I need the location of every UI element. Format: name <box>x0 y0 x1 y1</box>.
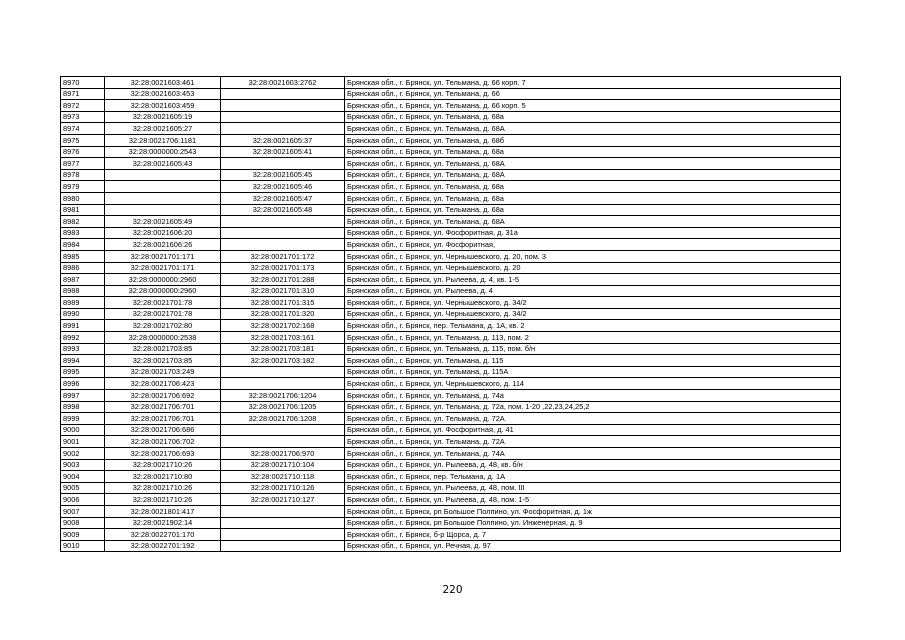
row-number-cell: 9009 <box>61 529 105 541</box>
address-cell: Брянская обл., г. Брянск, ул. Рылеева, д. 4, кв. 1-5 <box>345 274 841 286</box>
row-number-cell: 8983 <box>61 227 105 239</box>
table-row <box>61 494 841 506</box>
row-number-cell: 8988 <box>61 285 105 297</box>
row-number-cell: 8998 <box>61 401 105 413</box>
row-number-cell: 8999 <box>61 413 105 425</box>
table-row <box>61 181 841 193</box>
row-number-cell: 9001 <box>61 436 105 448</box>
related-cadastral-number-cell: 32:28:0021706:1204 <box>221 390 345 402</box>
related-cadastral-number-cell: 32:28:0021710:104 <box>221 459 345 471</box>
row-number-cell: 8997 <box>61 390 105 402</box>
address-cell: Брянская обл., г. Брянск, ул. Фосфоритная, д. 31а <box>345 227 841 239</box>
related-cadastral-number-cell: 32:28:0021710:127 <box>221 494 345 506</box>
related-cadastral-number-cell: 32:28:0021701:173 <box>221 262 345 274</box>
row-number-cell: 8985 <box>61 250 105 262</box>
address-cell: Брянская обл., г. Брянск, ул. Тельмана, д. 68а <box>345 111 841 123</box>
cadastral-number-cell: 32:28:0021706:701 <box>105 401 221 413</box>
row-number-cell: 8972 <box>61 100 105 112</box>
row-number-cell: 8994 <box>61 355 105 367</box>
related-cadastral-number-cell <box>221 378 345 390</box>
related-cadastral-number-cell <box>221 111 345 123</box>
related-cadastral-number-cell: 32:28:0021703:181 <box>221 343 345 355</box>
cadastral-number-cell: 32:28:0021701:171 <box>105 262 221 274</box>
related-cadastral-number-cell: 32:28:0021701:315 <box>221 297 345 309</box>
row-number-cell: 8996 <box>61 378 105 390</box>
table-row <box>61 355 841 367</box>
related-cadastral-number-cell: 32:28:0021605:48 <box>221 204 345 216</box>
related-cadastral-number-cell: 32:28:0021710:118 <box>221 471 345 483</box>
row-number-cell: 9003 <box>61 459 105 471</box>
table-row <box>61 111 841 123</box>
cadastral-number-cell <box>105 192 221 204</box>
address-cell: Брянская обл., г. Брянск, б-р Щорса, д. 7 <box>345 529 841 541</box>
cadastral-number-cell: 32:28:0000000:2538 <box>105 332 221 344</box>
cadastral-number-cell: 32:28:0021801:417 <box>105 505 221 517</box>
table-row <box>61 390 841 402</box>
address-cell: Брянская обл., г. Брянск, ул. Тельмана, д. 68а <box>345 181 841 193</box>
address-cell: Брянская обл., г. Брянск, ул. Фосфоритная, <box>345 239 841 251</box>
table-row <box>61 204 841 216</box>
row-number-cell: 8995 <box>61 366 105 378</box>
row-number-cell: 8990 <box>61 308 105 320</box>
table-row <box>61 448 841 460</box>
row-number-cell: 8979 <box>61 181 105 193</box>
related-cadastral-number-cell: 32:28:0021710:126 <box>221 482 345 494</box>
cadastral-number-cell: 32:28:0021605:49 <box>105 216 221 228</box>
table-row <box>61 459 841 471</box>
row-number-cell: 8986 <box>61 262 105 274</box>
row-number-cell: 8980 <box>61 192 105 204</box>
address-cell: Брянская обл., г. Брянск, ул. Чернышевского, д. 20, пом. 3 <box>345 250 841 262</box>
address-cell: Брянская обл., г. Брянск, ул. Тельмана, д. 115 <box>345 355 841 367</box>
table-row <box>61 436 841 448</box>
cadastral-number-cell: 32:28:0021603:461 <box>105 77 221 89</box>
related-cadastral-number-cell <box>221 436 345 448</box>
related-cadastral-number-cell: 32:28:0021605:45 <box>221 169 345 181</box>
related-cadastral-number-cell <box>221 505 345 517</box>
row-number-cell: 8974 <box>61 123 105 135</box>
page-number: 220 <box>442 584 463 596</box>
cadastral-number-cell: 32:28:0021606:20 <box>105 227 221 239</box>
cadastral-number-cell: 32:28:0021706:692 <box>105 390 221 402</box>
cadastral-number-cell: 32:28:0021710:26 <box>105 482 221 494</box>
related-cadastral-number-cell: 32:28:0021701:288 <box>221 274 345 286</box>
cadastral-number-cell: 32:28:0021605:19 <box>105 111 221 123</box>
related-cadastral-number-cell <box>221 366 345 378</box>
address-cell: Брянская обл., г. Брянск, рп Большое Полпино, ул. Фосфоритная, д. 1ж <box>345 505 841 517</box>
row-number-cell: 8993 <box>61 343 105 355</box>
row-number-cell: 9010 <box>61 540 105 552</box>
address-cell: Брянская обл., г. Брянск, ул. Фосфоритная, д. 41 <box>345 424 841 436</box>
row-number-cell: 8981 <box>61 204 105 216</box>
cadastral-number-cell: 32:28:0021703:85 <box>105 355 221 367</box>
related-cadastral-number-cell <box>221 88 345 100</box>
address-cell: Брянская обл., г. Брянск, ул. Тельмана, д. 72а, пом. 1-20 ,22,23,24,25,2 <box>345 401 841 413</box>
row-number-cell: 8991 <box>61 320 105 332</box>
row-number-cell: 8975 <box>61 134 105 146</box>
related-cadastral-number-cell <box>221 216 345 228</box>
cadastral-number-cell: 32:28:0021706:702 <box>105 436 221 448</box>
row-number-cell: 9000 <box>61 424 105 436</box>
related-cadastral-number-cell: 32:28:0021701:310 <box>221 285 345 297</box>
row-number-cell: 9002 <box>61 448 105 460</box>
table-row <box>61 88 841 100</box>
cadastral-number-cell: 32:28:0021706:693 <box>105 448 221 460</box>
related-cadastral-number-cell: 32:28:0021706:1205 <box>221 401 345 413</box>
table-row <box>61 482 841 494</box>
cadastral-number-cell: 32:28:0021706:423 <box>105 378 221 390</box>
cadastral-number-cell: 32:28:0022701:170 <box>105 529 221 541</box>
row-number-cell: 8982 <box>61 216 105 228</box>
table-row <box>61 262 841 274</box>
address-cell: Брянская обл., г. Брянск, ул. Рылеева, д. 48, кв. б/н <box>345 459 841 471</box>
related-cadastral-number-cell: 32:28:0021605:41 <box>221 146 345 158</box>
table-row <box>61 216 841 228</box>
row-number-cell: 8976 <box>61 146 105 158</box>
row-number-cell: 9006 <box>61 494 105 506</box>
related-cadastral-number-cell <box>221 123 345 135</box>
cadastral-registry-table <box>60 76 841 552</box>
related-cadastral-number-cell <box>221 239 345 251</box>
row-number-cell: 8987 <box>61 274 105 286</box>
table-row <box>61 320 841 332</box>
related-cadastral-number-cell <box>221 529 345 541</box>
related-cadastral-number-cell: 32:28:0021701:172 <box>221 250 345 262</box>
related-cadastral-number-cell: 32:28:0021603:2762 <box>221 77 345 89</box>
address-cell: Брянская обл., г. Брянск, ул. Чернышевского, д. 114 <box>345 378 841 390</box>
address-cell: Брянская обл., г. Брянск, ул. Тельмана, д. 66 <box>345 88 841 100</box>
row-number-cell: 8973 <box>61 111 105 123</box>
cadastral-number-cell: 32:28:0021603:453 <box>105 88 221 100</box>
row-number-cell: 8992 <box>61 332 105 344</box>
cadastral-number-cell <box>105 204 221 216</box>
cadastral-number-cell: 32:28:0021706:1181 <box>105 134 221 146</box>
row-number-cell: 8984 <box>61 239 105 251</box>
cadastral-number-cell: 32:28:0021706:701 <box>105 413 221 425</box>
table-row <box>61 505 841 517</box>
cadastral-number-cell <box>105 169 221 181</box>
cadastral-number-cell: 32:28:0021605:27 <box>105 123 221 135</box>
registry-table-body <box>61 77 841 552</box>
address-cell: Брянская обл., г. Брянск, ул. Чернышевского, д. 34/2 <box>345 308 841 320</box>
address-cell: Брянская обл., г. Брянск, ул. Тельмана, д. 72А <box>345 436 841 448</box>
table-row <box>61 146 841 158</box>
address-cell: Брянская обл., г. Брянск, ул. Чернышевского, д. 20 <box>345 262 841 274</box>
address-cell: Брянская обл., г. Брянск, ул. Тельмана, д. 115А <box>345 366 841 378</box>
table-row <box>61 343 841 355</box>
cadastral-number-cell: 32:28:0021703:85 <box>105 343 221 355</box>
row-number-cell: 9004 <box>61 471 105 483</box>
related-cadastral-number-cell <box>221 158 345 170</box>
table-row <box>61 100 841 112</box>
address-cell: Брянская обл., г. Брянск, ул. Тельмана, д. 66 корп. 7 <box>345 77 841 89</box>
table-row <box>61 134 841 146</box>
address-cell: Брянская обл., г. Брянск, ул. Тельмана, д. 68А <box>345 158 841 170</box>
row-number-cell: 9005 <box>61 482 105 494</box>
address-cell: Брянская обл., г. Брянск, ул. Рылеева, д. 48, пом. III <box>345 482 841 494</box>
row-number-cell: 8977 <box>61 158 105 170</box>
cadastral-number-cell: 32:28:0021706:686 <box>105 424 221 436</box>
related-cadastral-number-cell: 32:28:0021605:47 <box>221 192 345 204</box>
table-row <box>61 332 841 344</box>
row-number-cell: 8978 <box>61 169 105 181</box>
address-cell: Брянская обл., г. Брянск, ул. Тельмана, д. 74А <box>345 448 841 460</box>
table-row <box>61 366 841 378</box>
address-cell: Брянская обл., г. Брянск, ул. Тельмана, д. 115, пом. б/н <box>345 343 841 355</box>
row-number-cell: 8970 <box>61 77 105 89</box>
table-row <box>61 192 841 204</box>
table-row <box>61 401 841 413</box>
related-cadastral-number-cell <box>221 517 345 529</box>
cadastral-number-cell: 32:28:0000000:2960 <box>105 285 221 297</box>
address-cell: Брянская обл., г. Брянск, рп Большое Полпино, ул. Инженерная, д. 9 <box>345 517 841 529</box>
table-row <box>61 250 841 262</box>
cadastral-number-cell: 32:28:0021702:80 <box>105 320 221 332</box>
row-number-cell: 8989 <box>61 297 105 309</box>
table-row <box>61 471 841 483</box>
table-row <box>61 227 841 239</box>
address-cell: Брянская обл., г. Брянск, ул. Тельмана, д. 68А <box>345 123 841 135</box>
address-cell: Брянская обл., г. Брянск, ул. Рылеева, д. 4 <box>345 285 841 297</box>
cadastral-number-cell: 32:28:0021701:78 <box>105 297 221 309</box>
table-row <box>61 158 841 170</box>
related-cadastral-number-cell: 32:28:0021605:46 <box>221 181 345 193</box>
address-cell: Брянская обл., г. Брянск, ул. Тельмана, д. 68б <box>345 134 841 146</box>
related-cadastral-number-cell <box>221 100 345 112</box>
related-cadastral-number-cell <box>221 227 345 239</box>
table-row <box>61 123 841 135</box>
address-cell: Брянская обл., г. Брянск, ул. Тельмана, д. 72А <box>345 413 841 425</box>
cadastral-number-cell: 32:28:0000000:2543 <box>105 146 221 158</box>
address-cell: Брянская обл., г. Брянск, ул. Тельмана, д. 68а <box>345 146 841 158</box>
table-row <box>61 285 841 297</box>
cadastral-number-cell: 32:28:0021710:26 <box>105 494 221 506</box>
cadastral-number-cell: 32:28:0000000:2960 <box>105 274 221 286</box>
related-cadastral-number-cell: 32:28:0021706:970 <box>221 448 345 460</box>
address-cell: Брянская обл., г. Брянск, ул. Тельмана, д. 113, пом. 2 <box>345 332 841 344</box>
related-cadastral-number-cell: 32:28:0021706:1208 <box>221 413 345 425</box>
table-row <box>61 378 841 390</box>
address-cell: Брянская обл., г. Брянск, пер. Тельмана, д. 1А, кв. 2 <box>345 320 841 332</box>
cadastral-number-cell: 32:28:0021710:80 <box>105 471 221 483</box>
related-cadastral-number-cell: 32:28:0021702:168 <box>221 320 345 332</box>
related-cadastral-number-cell <box>221 540 345 552</box>
cadastral-number-cell: 32:28:0021603:459 <box>105 100 221 112</box>
table-row <box>61 517 841 529</box>
address-cell: Брянская обл., г. Брянск, ул. Тельмана, д. 68а <box>345 204 841 216</box>
table-row <box>61 297 841 309</box>
row-number-cell: 9008 <box>61 517 105 529</box>
table-row <box>61 169 841 181</box>
cadastral-number-cell <box>105 181 221 193</box>
cadastral-number-cell: 32:28:0021606:26 <box>105 239 221 251</box>
address-cell: Брянская обл., г. Брянск, ул. Тельмана, д. 68А <box>345 169 841 181</box>
table-row <box>61 77 841 89</box>
table-row <box>61 239 841 251</box>
cadastral-number-cell: 32:28:0021703:249 <box>105 366 221 378</box>
table-row <box>61 540 841 552</box>
address-cell: Брянская обл., г. Брянск, ул. Речная, д. 97 <box>345 540 841 552</box>
table-row <box>61 413 841 425</box>
address-cell: Брянская обл., г. Брянск, ул. Тельмана, д. 74а <box>345 390 841 402</box>
cadastral-number-cell: 32:28:0022701:192 <box>105 540 221 552</box>
related-cadastral-number-cell <box>221 424 345 436</box>
table-row <box>61 424 841 436</box>
address-cell: Брянская обл., г. Брянск, ул. Тельмана, д. 68а <box>345 192 841 204</box>
cadastral-number-cell: 32:28:0021605:43 <box>105 158 221 170</box>
row-number-cell: 9007 <box>61 505 105 517</box>
address-cell: Брянская обл., г. Брянск, пер. Тельмана, д. 1А <box>345 471 841 483</box>
row-number-cell: 8971 <box>61 88 105 100</box>
address-cell: Брянская обл., г. Брянск, ул. Тельмана, д. 66 корп. 5 <box>345 100 841 112</box>
table-row <box>61 529 841 541</box>
related-cadastral-number-cell: 32:28:0021703:161 <box>221 332 345 344</box>
related-cadastral-number-cell: 32:28:0021605:37 <box>221 134 345 146</box>
table-row <box>61 274 841 286</box>
cadastral-number-cell: 32:28:0021701:78 <box>105 308 221 320</box>
address-cell: Брянская обл., г. Брянск, ул. Чернышевского, д. 34/2 <box>345 297 841 309</box>
related-cadastral-number-cell: 32:28:0021703:182 <box>221 355 345 367</box>
cadastral-number-cell: 32:28:0021902:14 <box>105 517 221 529</box>
table-row <box>61 308 841 320</box>
cadastral-number-cell: 32:28:0021701:171 <box>105 250 221 262</box>
cadastral-number-cell: 32:28:0021710:26 <box>105 459 221 471</box>
related-cadastral-number-cell: 32:28:0021701:320 <box>221 308 345 320</box>
address-cell: Брянская обл., г. Брянск, ул. Тельмана, д. 68А <box>345 216 841 228</box>
address-cell: Брянская обл., г. Брянск, ул. Рылеева, д. 48, пом. 1-5 <box>345 494 841 506</box>
